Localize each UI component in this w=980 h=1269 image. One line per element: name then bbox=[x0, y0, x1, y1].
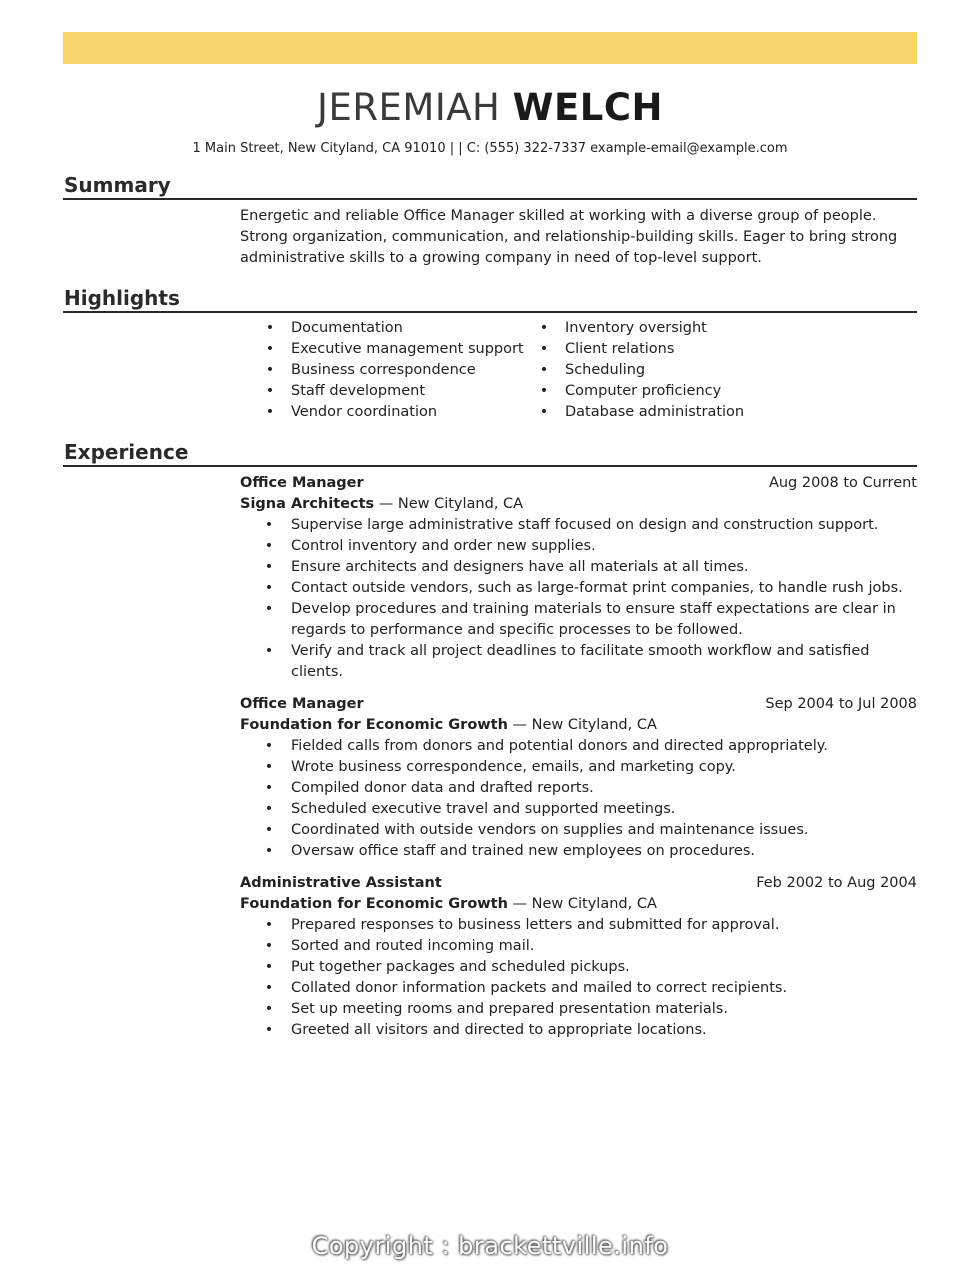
list-item bbox=[264, 936, 917, 957]
bullet-icon: • bbox=[265, 383, 275, 399]
job-duties bbox=[240, 915, 917, 1041]
duty-text: Scheduled executive travel and supported meetings. bbox=[291, 801, 676, 817]
duty-text: Wrote business correspondence, emails, and marketing copy. bbox=[291, 759, 736, 775]
bullet-icon: • bbox=[265, 341, 275, 357]
highlight-text: Documentation bbox=[291, 320, 403, 336]
job-duties bbox=[240, 736, 917, 862]
duty-text: Greeted all visitors and directed to appropriate locations. bbox=[291, 1022, 707, 1038]
job-dates: Sep 2004 to Jul 2008 bbox=[765, 696, 917, 712]
highlight-text: Business correspondence bbox=[291, 362, 476, 378]
bullet-icon: • bbox=[264, 538, 274, 554]
dash: — bbox=[512, 896, 528, 912]
job-title: Administrative Assistant bbox=[240, 875, 442, 891]
list-item bbox=[264, 957, 917, 978]
job-duties bbox=[240, 515, 917, 683]
list-item bbox=[264, 641, 917, 683]
highlight-text: Client relations bbox=[565, 341, 675, 357]
duty-text: Prepared responses to business letters and submitted for approval. bbox=[291, 917, 780, 933]
header-accent-bar bbox=[63, 32, 917, 64]
company-name: Foundation for Economic Growth bbox=[240, 896, 508, 912]
list-item bbox=[539, 402, 744, 423]
bullet-icon: • bbox=[265, 362, 275, 378]
highlights-left-list bbox=[265, 318, 524, 423]
summary-rule bbox=[63, 198, 917, 200]
bullet-icon: • bbox=[264, 601, 274, 617]
resume-name bbox=[0, 86, 980, 130]
highlight-text: Computer proficiency bbox=[565, 383, 722, 399]
list-item bbox=[264, 557, 917, 578]
job-employer bbox=[240, 494, 917, 515]
bullet-icon: • bbox=[264, 517, 274, 533]
duty-text: Collated donor information packets and mailed to correct recipients. bbox=[291, 980, 788, 996]
list-item bbox=[265, 402, 524, 423]
duty-text: Verify and track all project deadlines to facilitate smooth workflow and satisfied clients. bbox=[291, 643, 870, 680]
company-name: Foundation for Economic Growth bbox=[240, 717, 508, 733]
job-location: New Cityland, CA bbox=[531, 717, 657, 733]
duty-text: Supervise large administrative staff focused on design and construction support. bbox=[291, 517, 879, 533]
experience-rule bbox=[63, 465, 917, 467]
list-item bbox=[264, 915, 917, 936]
list-item bbox=[264, 599, 917, 641]
bullet-icon: • bbox=[265, 320, 275, 336]
company-name: Signa Architects bbox=[240, 496, 375, 512]
dash: — bbox=[512, 717, 528, 733]
bullet-icon: • bbox=[264, 780, 274, 796]
list-item bbox=[265, 318, 524, 339]
highlight-text: Staff development bbox=[291, 383, 426, 399]
job-location: New Cityland, CA bbox=[531, 896, 657, 912]
last-name: WELCH bbox=[512, 86, 663, 129]
list-item bbox=[264, 757, 917, 778]
duty-text: Contact outside vendors, such as large-format print companies, to handle rush jobs. bbox=[291, 580, 903, 596]
bullet-icon: • bbox=[264, 822, 274, 838]
bullet-icon: • bbox=[264, 738, 274, 754]
bullet-icon: • bbox=[264, 938, 274, 954]
bullet-icon: • bbox=[539, 341, 549, 357]
bullet-icon: • bbox=[264, 980, 274, 996]
list-item bbox=[264, 978, 917, 999]
bullet-icon: • bbox=[264, 580, 274, 596]
summary-line: administrative skills to a growing company in need of top-level support. bbox=[240, 250, 762, 266]
list-item bbox=[264, 736, 917, 757]
list-item bbox=[265, 381, 524, 402]
bullet-icon: • bbox=[539, 404, 549, 420]
job-location: New Cityland, CA bbox=[397, 496, 524, 512]
dash: — bbox=[378, 496, 394, 512]
bullet-icon: • bbox=[264, 801, 274, 817]
duty-text: Develop procedures and training materials to ensure staff expectations are clear in regards to performance and specific processes to be followed. bbox=[291, 601, 896, 638]
highlights-right-list bbox=[539, 318, 744, 423]
bullet-icon: • bbox=[539, 320, 549, 336]
list-item bbox=[264, 778, 917, 799]
summary-line: Energetic and reliable Office Manager skilled at working with a diverse group of people. bbox=[240, 208, 877, 224]
job-title: Office Manager bbox=[240, 475, 364, 491]
duty-text: Control inventory and order new supplies. bbox=[291, 538, 596, 554]
summary-line: Strong organization, communication, and relationship-building skills. Eager to bring strong bbox=[240, 229, 898, 245]
job-entry bbox=[240, 694, 917, 862]
job-employer bbox=[240, 715, 917, 736]
bullet-icon: • bbox=[264, 843, 274, 859]
experience-heading: Experience bbox=[64, 440, 189, 464]
highlight-text: Vendor coordination bbox=[291, 404, 438, 420]
bullet-icon: • bbox=[264, 1022, 274, 1038]
highlight-text: Executive management support bbox=[291, 341, 524, 357]
list-item bbox=[539, 381, 744, 402]
job-entry bbox=[240, 473, 917, 683]
job-entry bbox=[240, 873, 917, 1041]
list-item bbox=[264, 820, 917, 841]
list-item bbox=[264, 841, 917, 862]
summary-text bbox=[240, 206, 920, 269]
list-item bbox=[265, 339, 524, 360]
duty-text: Sorted and routed incoming mail. bbox=[291, 938, 535, 954]
list-item bbox=[539, 339, 744, 360]
highlights-rule bbox=[63, 311, 917, 313]
bullet-icon: • bbox=[264, 959, 274, 975]
list-item bbox=[265, 360, 524, 381]
bullet-icon: • bbox=[264, 759, 274, 775]
job-header bbox=[240, 873, 917, 894]
highlight-text: Inventory oversight bbox=[565, 320, 707, 336]
bullet-icon: • bbox=[264, 643, 274, 659]
job-header bbox=[240, 473, 917, 494]
duty-text: Ensure architects and designers have all materials at all times. bbox=[291, 559, 749, 575]
bullet-icon: • bbox=[539, 383, 549, 399]
highlight-text: Database administration bbox=[565, 404, 745, 420]
duty-text: Put together packages and scheduled pickups. bbox=[291, 959, 630, 975]
list-item bbox=[539, 318, 744, 339]
bullet-icon: • bbox=[539, 362, 549, 378]
first-name: JEREMIAH bbox=[317, 86, 501, 129]
bullet-icon: • bbox=[264, 1001, 274, 1017]
duty-text: Compiled donor data and drafted reports. bbox=[291, 780, 594, 796]
list-item bbox=[264, 515, 917, 536]
summary-heading: Summary bbox=[64, 173, 171, 197]
bullet-icon: • bbox=[265, 404, 275, 420]
list-item bbox=[264, 1020, 917, 1041]
list-item bbox=[264, 799, 917, 820]
list-item bbox=[264, 999, 917, 1020]
copyright-watermark: Copyright : brackettville.info bbox=[311, 1232, 669, 1260]
list-item bbox=[264, 536, 917, 557]
job-employer bbox=[240, 894, 917, 915]
job-title: Office Manager bbox=[240, 696, 364, 712]
job-header bbox=[240, 694, 917, 715]
highlights-heading: Highlights bbox=[64, 286, 180, 310]
list-item bbox=[264, 578, 917, 599]
duty-text: Oversaw office staff and trained new employees on procedures. bbox=[291, 843, 755, 859]
duty-text: Fielded calls from donors and potential donors and directed appropriately. bbox=[291, 738, 828, 754]
duty-text: Set up meeting rooms and prepared presentation materials. bbox=[291, 1001, 728, 1017]
job-dates: Aug 2008 to Current bbox=[768, 475, 917, 491]
bullet-icon: • bbox=[264, 559, 274, 575]
duty-text: Coordinated with outside vendors on supplies and maintenance issues. bbox=[291, 822, 809, 838]
list-item bbox=[539, 360, 744, 381]
contact-line: 1 Main Street, New Cityland, CA 91010 | | C: (555) 322-7337 example-email@example.com bbox=[192, 141, 788, 156]
highlight-text: Scheduling bbox=[565, 362, 646, 378]
bullet-icon: • bbox=[264, 917, 274, 933]
job-dates: Feb 2002 to Aug 2004 bbox=[756, 875, 917, 891]
